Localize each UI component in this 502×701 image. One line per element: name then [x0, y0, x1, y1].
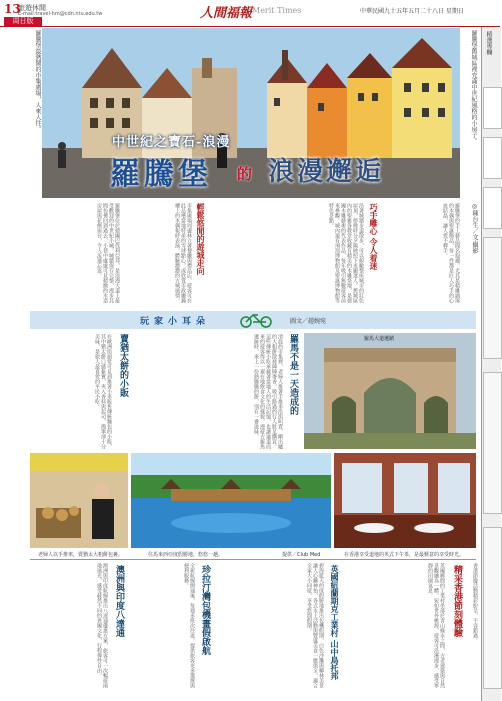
bottom-body: 全新航線開通後，每週多班次往返，提供旅客更多選擇與便利服務。	[183, 563, 195, 688]
section-strip	[30, 311, 476, 329]
article2-body: 在歐洲街頭常可見到推著小車販售傳統麵包的小販，其中猶太餅口感紮實，夾入香料與起司，簡單卻十分美味，是旅人最喜愛的平民小吃。	[94, 334, 112, 449]
section-email: E-mail:travel-hm@cdn.ntu.edu.tw	[18, 11, 103, 17]
divider	[30, 559, 476, 560]
article1-body: 羅騰堡位於德國巴伐利亞邦，是浪漫大道上最受歡迎的中世紀小城，城牆保存完整，漫步其間彷彿回到過去，小巷中處處可見精緻的木造房屋與花飾窗台，令人流連忘返。	[96, 203, 120, 303]
paper-logo: 人間福報	[200, 6, 253, 21]
tea-room-illustration	[334, 453, 476, 548]
article2-headline: 賣猶太餅的小販	[118, 334, 128, 397]
hero-title-main: 羅騰堡	[110, 157, 212, 192]
section-label: 玩家小耳朵	[140, 317, 211, 327]
photo2-caption: 住馬來西亞度假勝地，悠悠一趟。	[148, 552, 224, 558]
article1-body: 市集廣場周邊林立著餐廳與禮品店，遊客可在此品嚐當地特產的雪球點心，或欣賞市政廳鐘樓上的木偶報時表演，體驗濃濃的古城風情。	[174, 203, 192, 303]
article1-subhead: 巧手雕心 令人着迷	[369, 203, 379, 270]
bottom-headline-1: 澳洲與印度八達通	[114, 565, 124, 637]
article1-body: 沿著城牆步道散步，可以俯瞰整座城市的紅色屋頂，傍晚時分夕陽映照下更顯迷人。舊城區內的聖雅各教堂收藏有精美的木雕祭壇，是德國木雕藝術的代表作品，每年吸引無數遊客前來參觀。城內還有刑罰博物館及聖誕博物館等特色景點。	[328, 203, 364, 303]
side-ad-box	[483, 187, 502, 229]
roman-arch-photo	[304, 333, 476, 449]
roman-arch-caption: 羅馬大道遺蹟	[364, 336, 395, 342]
photo-credit: 提供／Club Med	[282, 552, 321, 558]
section-name: 旅遊休閒	[18, 4, 46, 12]
roman-arch-illustration	[304, 333, 476, 449]
bottom-body: 香港節慶活動精彩紛呈，不容錯過。	[472, 563, 478, 643]
article1-byline: ◎陳台生／文‧攝影	[471, 203, 478, 254]
bottom-headline-2: 珍拉汀灣包機畫假啟航	[200, 565, 210, 655]
side-ad-box	[483, 372, 502, 514]
header-rule	[0, 26, 500, 27]
hero-right-caption: 羅騰堡舊城區裡充滿中世紀風格的小房子。	[470, 30, 477, 144]
bicycle-icon	[238, 312, 274, 328]
bottom-headline-4: 精采香港節刻體驗	[452, 565, 462, 637]
article2-body: 清晨的市集裡，老婦人推著手推車沿街叫賣，剛出爐的大粗餅散發陣陣麥香，吸引路過的行人駐足購買。這些傳統小吃承載著當地人的生活記憶，也讓遠道而來的遊客得以一窺在地飲食文化的樣貌。漫遊古羅馬遺跡時，來上一份熱騰騰的餅，別有一番滋味。	[253, 334, 283, 449]
side-label: 精選專欄	[485, 31, 492, 55]
side-ad-box	[483, 237, 502, 359]
bread-vendor-photo	[30, 453, 128, 548]
page-number: 13	[4, 2, 21, 16]
side-ad-box	[483, 527, 502, 689]
bottom-body: 英國鄉間的工業村坐落於青山綠水之間，古老建築與自然景觀融為一體，宛如世外桃源，遊客可沿溪漫步，感受寧靜的田園氣息。	[427, 563, 445, 688]
article1-body: 羅騰堡的手工藝品聞名遐邇，尤其是精雕細琢的木偶與聖誕飾品，每一件都是匠人巧手的心血結晶，讓人愛不釋手。	[442, 203, 460, 303]
hero-title-particle: 的	[237, 165, 253, 183]
section-credit: 圖文／趙婉宛	[290, 318, 327, 325]
paper-logo-en: Merit Times	[252, 6, 302, 15]
hero-kicker: 中世紀之寶石-浪漫	[112, 135, 231, 150]
resort-pool-illustration	[131, 453, 331, 548]
photo1-caption: 老婦人以手推車，賣猶太大粗餅包裹。	[38, 552, 124, 558]
resort-pool-photo	[131, 453, 331, 548]
article1-subhead: 輕鬆悠閒的遊城走向	[196, 203, 206, 275]
bread-vendor-illustration	[30, 453, 128, 548]
hero-title-end: 浪漫邂逅	[268, 157, 385, 187]
side-column	[481, 27, 501, 701]
issue-date: 中華民國九十五年五月二十八日 星期日	[360, 8, 464, 15]
side-ad-box	[483, 137, 502, 179]
side-ad-box	[483, 87, 502, 129]
edition-tag: 周日版	[4, 17, 42, 26]
article2-pullquote: 羅馬不是一天造成的	[288, 334, 298, 415]
bottom-headline-3: 英國紐蘭期克工業村 山中鳥托邦	[330, 565, 340, 680]
hero-left-caption: 羅騰堡最熱鬧的市集廣場，人來人往。	[34, 30, 41, 132]
tea-room-photo	[334, 453, 476, 548]
photo3-caption: 在香港享受道地的英式下午茶，是最愜意的享受時光。	[344, 552, 465, 558]
bottom-body: 澳洲與印度航線推出八達通優惠方案，旅客可一次暢遊兩地風光，感受截然不同的異國文化，行程彈性自由。	[96, 563, 108, 688]
bottom-body: 碧海藍天的度假勝地推出包機假期，白色沙灘與椰林美景讓人心曠神怡，各式水上活動與豐盛美食一應俱全，適合全家大小同遊，享受悠閒假期。	[306, 563, 324, 688]
